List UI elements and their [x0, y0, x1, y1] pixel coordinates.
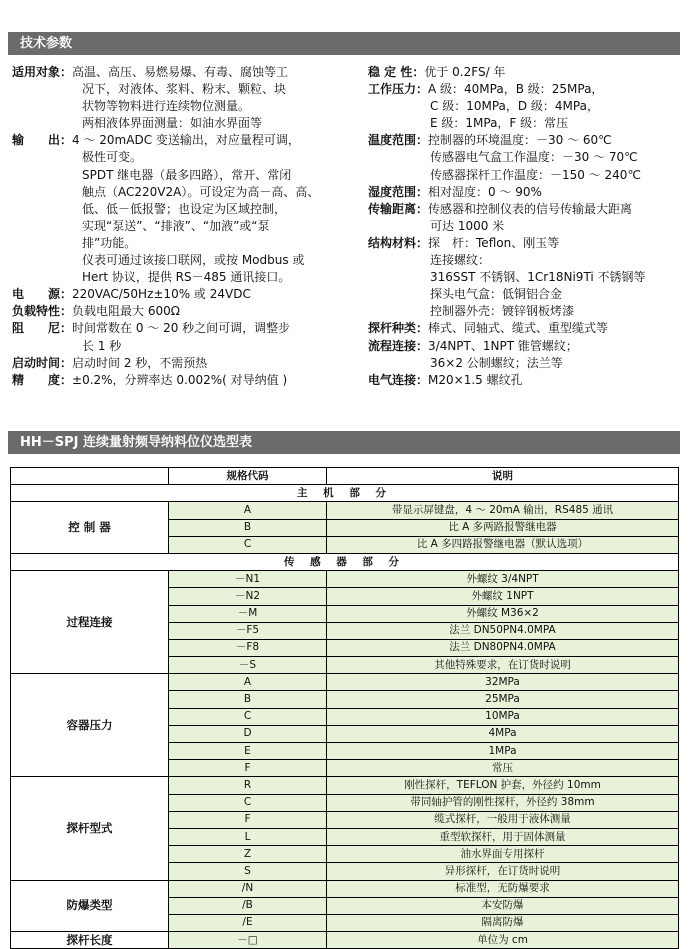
param-label: 温度范围：	[368, 133, 429, 148]
category-cell: 探杆长度	[11, 932, 169, 949]
param-value: 可达 1000 米	[430, 218, 505, 233]
param-row	[12, 355, 342, 372]
code-cell: －F8	[169, 639, 327, 656]
param-value: 实现“泵送”、“排液”、“加液”或“泵	[82, 218, 270, 233]
code-cell: R	[169, 777, 327, 794]
code-cell: /N	[169, 880, 327, 897]
code-cell: F	[169, 760, 327, 777]
param-row	[368, 81, 680, 98]
code-cell: Z	[169, 846, 327, 863]
param-value: 连接螺纹：	[430, 253, 491, 268]
param-value: ±0.2%，分辨率达 0.002%( 对导纳值 )	[72, 372, 288, 387]
param-value: 4 ～ 20mADC 变送输出，对应量程可调，	[72, 133, 300, 148]
description-cell: 标准型，无防爆要求	[327, 880, 679, 897]
param-row	[368, 98, 680, 115]
param-label: 启动时间：	[12, 355, 73, 370]
table-row	[11, 777, 679, 794]
param-label: 探杆种类：	[368, 321, 429, 336]
category-cell: 容器压力	[11, 674, 169, 777]
table-header-description: 说明	[327, 468, 679, 485]
param-value: 相对湿度：0 ～ 90%	[428, 184, 542, 199]
param-value: 探 杆：Teflon、刚玉等	[428, 235, 560, 250]
section-heading: 主 机 部 分	[11, 485, 679, 502]
param-value: 长 1 秒	[82, 338, 122, 353]
param-row	[368, 252, 680, 269]
description-cell: 外螺纹 1NPT	[327, 588, 679, 605]
table-header-blank	[11, 468, 169, 485]
description-cell: 重型软探杆，用于固体测量	[327, 828, 679, 845]
description-cell: 法兰 DN80PN4.0MPA	[327, 639, 679, 656]
description-cell: 缆式探杆，一般用于液体测量	[327, 811, 679, 828]
param-row	[12, 81, 342, 98]
code-cell: A	[169, 674, 327, 691]
param-row	[368, 286, 680, 303]
param-row	[12, 64, 342, 81]
table-header-row	[11, 468, 679, 485]
param-row	[12, 184, 342, 201]
param-row	[12, 167, 342, 184]
param-row	[12, 201, 342, 218]
param-label: 阻 尼：	[12, 321, 73, 336]
code-cell: －N2	[169, 588, 327, 605]
param-row	[12, 252, 342, 269]
param-row	[368, 320, 680, 337]
param-value: 传感器电气盒工作温度：－30 ～ 70℃	[430, 150, 638, 165]
param-row	[12, 115, 342, 132]
code-cell: C	[169, 794, 327, 811]
param-value: 仪表可通过该接口联网，或按 Modbus 或	[82, 253, 305, 268]
description-cell: 4MPa	[327, 725, 679, 742]
param-value: C 级：10MPa，D 级：4MPa，	[430, 99, 599, 114]
param-value: A 级：40MPa，B 级：25MPa，	[428, 82, 604, 97]
code-cell: E	[169, 743, 327, 760]
section-title-tech-params: 技术参数	[8, 32, 680, 55]
description-cell: 本安防爆	[327, 897, 679, 914]
param-label: 输 出：	[12, 133, 73, 148]
description-cell: 单位为 cm	[327, 932, 679, 949]
code-cell: A	[169, 502, 327, 519]
code-cell: －N1	[169, 571, 327, 588]
param-row	[12, 320, 342, 337]
table-row	[11, 932, 679, 949]
param-row	[368, 372, 680, 389]
param-row	[12, 269, 342, 286]
param-value: 时间常数在 0 ～ 20 秒之间可调，调整步	[72, 321, 291, 336]
param-value: SPDT 继电器（最多四路），常开、常闭	[82, 167, 292, 182]
param-value: E 级：1MPa，F 级：常压	[430, 116, 569, 131]
param-row	[368, 303, 680, 320]
param-value: 状物等物料进行连续物位测量。	[82, 99, 251, 114]
param-value: 排”功能。	[82, 235, 137, 250]
description-cell: 外螺纹 M36×2	[327, 605, 679, 622]
param-value: 220VAC/50Hz±10% 或 24VDC	[72, 287, 251, 302]
param-label: 电 源：	[12, 287, 73, 302]
param-value: 况下，对液体、浆料、粉末、颗粒、块	[82, 82, 287, 97]
section-title-selection-table: HH－SPJ 连续量射频导纳料位仪选型表	[8, 431, 680, 454]
param-row	[12, 303, 342, 320]
code-cell: －S	[169, 657, 327, 674]
table-row	[11, 571, 679, 588]
description-cell: 32MPa	[327, 674, 679, 691]
description-cell: 异形探杆，在订货时说明	[327, 863, 679, 880]
table-row	[11, 674, 679, 691]
code-cell: /B	[169, 897, 327, 914]
param-value: 低、低－低报警；也设定为区域控制，	[82, 201, 287, 216]
description-cell: 带显示屏键盘，4 ～ 20mA 输出，RS485 通讯	[327, 502, 679, 519]
code-cell: B	[169, 691, 327, 708]
param-row	[12, 98, 342, 115]
param-value: 棒式、同轴式、缆式、重型缆式等	[428, 321, 609, 336]
param-label: 流程连接：	[368, 338, 429, 353]
category-cell: 防爆类型	[11, 880, 169, 932]
param-value: 优于 0.2FS/ 年	[424, 65, 506, 79]
tech-params-left-column	[12, 64, 342, 389]
param-row	[368, 338, 680, 355]
param-value: 两相液体界面测量：如油水界面等	[82, 116, 263, 131]
param-row	[368, 218, 680, 235]
selection-table	[10, 467, 679, 949]
param-label: 适用对象：	[12, 65, 73, 79]
description-cell: 常压	[327, 760, 679, 777]
code-cell: －M	[169, 605, 327, 622]
table-row	[11, 502, 679, 519]
code-cell: －□	[169, 932, 327, 949]
code-cell: L	[169, 828, 327, 845]
param-value: 启动时间 2 秒，不需预热	[72, 355, 208, 370]
category-cell: 探杆型式	[11, 777, 169, 880]
param-row	[368, 115, 680, 132]
param-row	[368, 64, 680, 81]
code-cell: －F5	[169, 622, 327, 639]
param-value: 负载电阻最大 600Ω	[72, 304, 180, 319]
param-label: 湿度范围：	[368, 184, 429, 199]
param-value: 极性可变。	[82, 150, 143, 165]
param-value: 3/4NPT、1NPT 锥管螺纹；	[428, 338, 578, 353]
param-row	[12, 286, 342, 303]
category-cell: 控 制 器	[11, 502, 169, 554]
description-cell: 其他特殊要求，在订货时说明	[327, 657, 679, 674]
param-value: 36×2 公制螺纹；法兰等	[430, 355, 563, 370]
code-cell: S	[169, 863, 327, 880]
param-value: 控制器的环境温度：－30 ～ 60℃	[428, 133, 612, 148]
param-row	[12, 218, 342, 235]
param-label: 工作压力：	[368, 82, 429, 97]
code-cell: C	[169, 708, 327, 725]
code-cell: B	[169, 519, 327, 536]
category-cell: 过程连接	[11, 571, 169, 674]
param-value: 控制器外壳：镀锌钢板烤漆	[430, 304, 575, 319]
param-label: 负载特性：	[12, 304, 73, 319]
param-label: 结构材料：	[368, 235, 429, 250]
description-cell: 隔离防爆	[327, 914, 679, 931]
code-cell: /E	[169, 914, 327, 931]
param-value: 传感器探杆工作温度：－150 ～ 240℃	[430, 167, 641, 182]
table-section-row	[11, 485, 679, 502]
section-heading: 传 感 器 部 分	[11, 553, 679, 570]
param-value: 传感器和控制仪表的信号传输最大距离	[428, 201, 633, 216]
description-cell: 比 A 多两路报警继电器	[327, 519, 679, 536]
param-row	[12, 235, 342, 252]
code-cell: F	[169, 811, 327, 828]
description-cell: 比 A 多四路报警继电器（默认选项）	[327, 536, 679, 553]
param-value: 探头电气盒：低铜铝合金	[430, 287, 563, 302]
param-value: 触点（AC220V2A）。可设定为高－高、高、	[82, 184, 320, 199]
param-row	[368, 235, 680, 252]
description-cell: 刚性探杆，TEFLON 护套，外径约 10mm	[327, 777, 679, 794]
param-row	[368, 355, 680, 372]
param-row	[368, 167, 680, 184]
param-row	[368, 201, 680, 218]
description-cell: 10MPa	[327, 708, 679, 725]
table-section-row	[11, 553, 679, 570]
param-row	[368, 149, 680, 166]
param-label: 稳 定 性：	[368, 65, 425, 79]
description-cell: 带同轴护管的刚性探杆，外径约 38mm	[327, 794, 679, 811]
param-row	[368, 269, 680, 286]
param-value: Hert 协议，提供 RS－485 通讯接口。	[82, 270, 291, 285]
param-label: 传输距离：	[368, 201, 429, 216]
tech-params-right-column	[368, 64, 680, 389]
table-header-code: 规格代码	[169, 468, 327, 485]
param-label: 电气连接：	[368, 372, 429, 387]
description-cell: 油水界面专用探杆	[327, 846, 679, 863]
description-cell: 法兰 DN50PN4.0MPA	[327, 622, 679, 639]
param-row	[12, 338, 342, 355]
param-value: 316SST 不锈钢、1Cr18Ni9Ti 不锈钢等	[430, 270, 646, 285]
param-value: M20×1.5 螺纹孔	[428, 372, 523, 387]
description-cell: 1MPa	[327, 743, 679, 760]
code-cell: D	[169, 725, 327, 742]
description-cell: 外螺纹 3/4NPT	[327, 571, 679, 588]
table-row	[11, 880, 679, 897]
description-cell: 25MPa	[327, 691, 679, 708]
code-cell: C	[169, 536, 327, 553]
param-row	[368, 184, 680, 201]
param-row	[12, 149, 342, 166]
param-value: 高温、高压、易燃易爆、有毒、腐蚀等工	[72, 65, 289, 79]
param-row	[12, 372, 342, 389]
param-row	[12, 132, 342, 149]
param-row	[368, 132, 680, 149]
param-label: 精 度：	[12, 372, 73, 387]
